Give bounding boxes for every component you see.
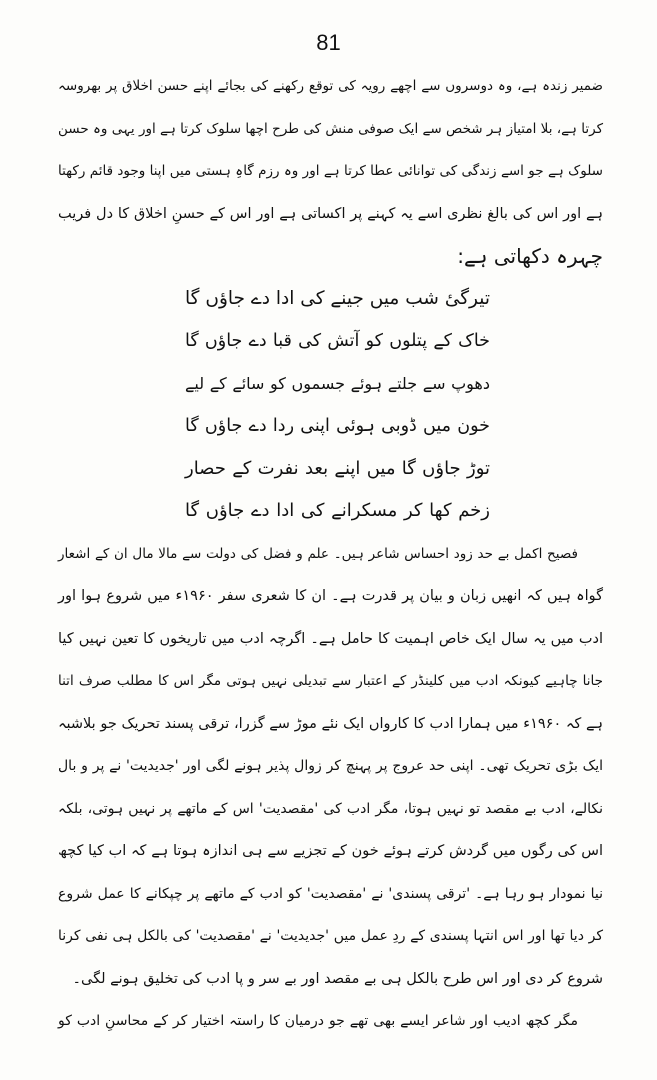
poem-verse: خون میں ڈوبی ہوئی اپنی ردا دے جاؤں گا bbox=[185, 416, 490, 436]
paragraph-line: ادب میں یہ سال ایک خاص اہمیت کا حامل ہے۔ اگرچہ ادب میں تاریخوں کا تعین نہیں کیا bbox=[58, 630, 603, 647]
paragraph-line: ہے کہ ۱۹۶۰ء میں ہمارا ادب کا کارواں ایک نئے موڑ سے گزرا، ترقی پسند تحریک جو بلاشبہ bbox=[58, 715, 603, 732]
poem-verse: خاک کے پتلوں کو آتش کی قبا دے جاؤں گا bbox=[185, 331, 490, 351]
paragraph-line: سلوک ہے جو اسے زندگی کی توانائی عطا کرتا ہے اور وہ رزم گاہِ ہستی میں اپنا وجود قائم رکھتا bbox=[58, 163, 603, 179]
paragraph-line: ضمیر زندہ ہے، وہ دوسروں سے اچھے رویہ کی توقع رکھنے کی بجائے اپنے حسن اخلاق پر بھروسہ bbox=[58, 78, 603, 94]
paragraph-line: فصیح اکمل بے حد زود احساس شاعر ہیں۔ علم و فضل کی دولت سے مالا مال ان کے اشعار bbox=[58, 545, 578, 562]
paragraph-line: مگر کچھ ادیب اور شاعر ایسے بھی تھے جو درمیان کا راستہ اختیار کر کے محاسنِ ادب کو bbox=[58, 1013, 578, 1029]
paragraph-line: اس کی رگوں میں گردش کرتے ہوئے خون کے تجزیے سے ہی اندازہ ہوتا ہے کہ اب کیا کچھ bbox=[58, 843, 603, 859]
paragraph-line: جانا چاہیے کیونکہ ادب میں کلینڈر کے اعتبار سے تبدیلی نہیں ہوتی مگر اس کا مطلب صرف اتنا bbox=[58, 673, 603, 689]
paragraph-line: چہرہ دکھاتی ہے: bbox=[457, 244, 603, 268]
paragraph-line: ہے اور اس کی بالغ نظری اسے یہ کہنے پر اکساتی ہے اور اس کے حسنِ اخلاق کا دل فریب bbox=[58, 205, 603, 222]
paragraph-line: نکالے، ادب بے مقصد تو نہیں ہوتا، مگر ادب کی 'مقصدیت' اس کے ماتھے پر نہیں ہوتی، بلکہ bbox=[58, 800, 603, 817]
poem-verse: تیرگیٔ شب میں جینے کی ادا دے جاؤں گا bbox=[185, 287, 490, 309]
page-number: 81 bbox=[316, 30, 341, 55]
paragraph-line: شروع کر دی اور اس طرح بالکل ہی بے مقصد اور بے سر و پا ادب کی تخلیق ہونے لگی۔ bbox=[72, 970, 603, 987]
paragraph-line: ایک بڑی تحریک تھی۔ اپنی حد عروج پر پہنچ کر زوال پذیر ہونے لگی اور 'جدیدیت' نے پر و بال bbox=[58, 758, 603, 774]
paragraph-line: کرتا ہے، بلا امتیاز ہر شخص سے ایک صوفی منش کی طرح اچھا سلوک کرتا ہے اور یہی وہ حسن bbox=[58, 120, 603, 137]
poem-verse: زخم کھا کر مسکرانے کی ادا دے جاؤں گا bbox=[185, 500, 490, 521]
poem-verse: دھوپ سے جلتے ہوئے جسموں کو سائے کے لیے bbox=[185, 373, 490, 393]
poem-verse: توڑ جاؤں گا میں اپنے بعد نفرت کے حصار bbox=[185, 457, 490, 479]
paragraph-line: گواہ ہیں کہ انھیں زبان و بیان پر قدرت ہے۔ ان کا شعری سفر ۱۹۶۰ء میں شروع ہوا اور bbox=[58, 588, 603, 604]
paragraph-line: نیا نمودار ہو رہا ہے۔ 'ترقی پسندی' نے 'مقصدیت' کو ادب کے ماتھے پر چپکانے کا عمل شروع bbox=[58, 885, 603, 902]
paragraph-line: کر دیا تھا اور اس انتہا پسندی کے ردِ عمل میں 'جدیدیت' نے 'مقصدیت' کی بالکل ہی نفی کرنا bbox=[58, 928, 603, 944]
